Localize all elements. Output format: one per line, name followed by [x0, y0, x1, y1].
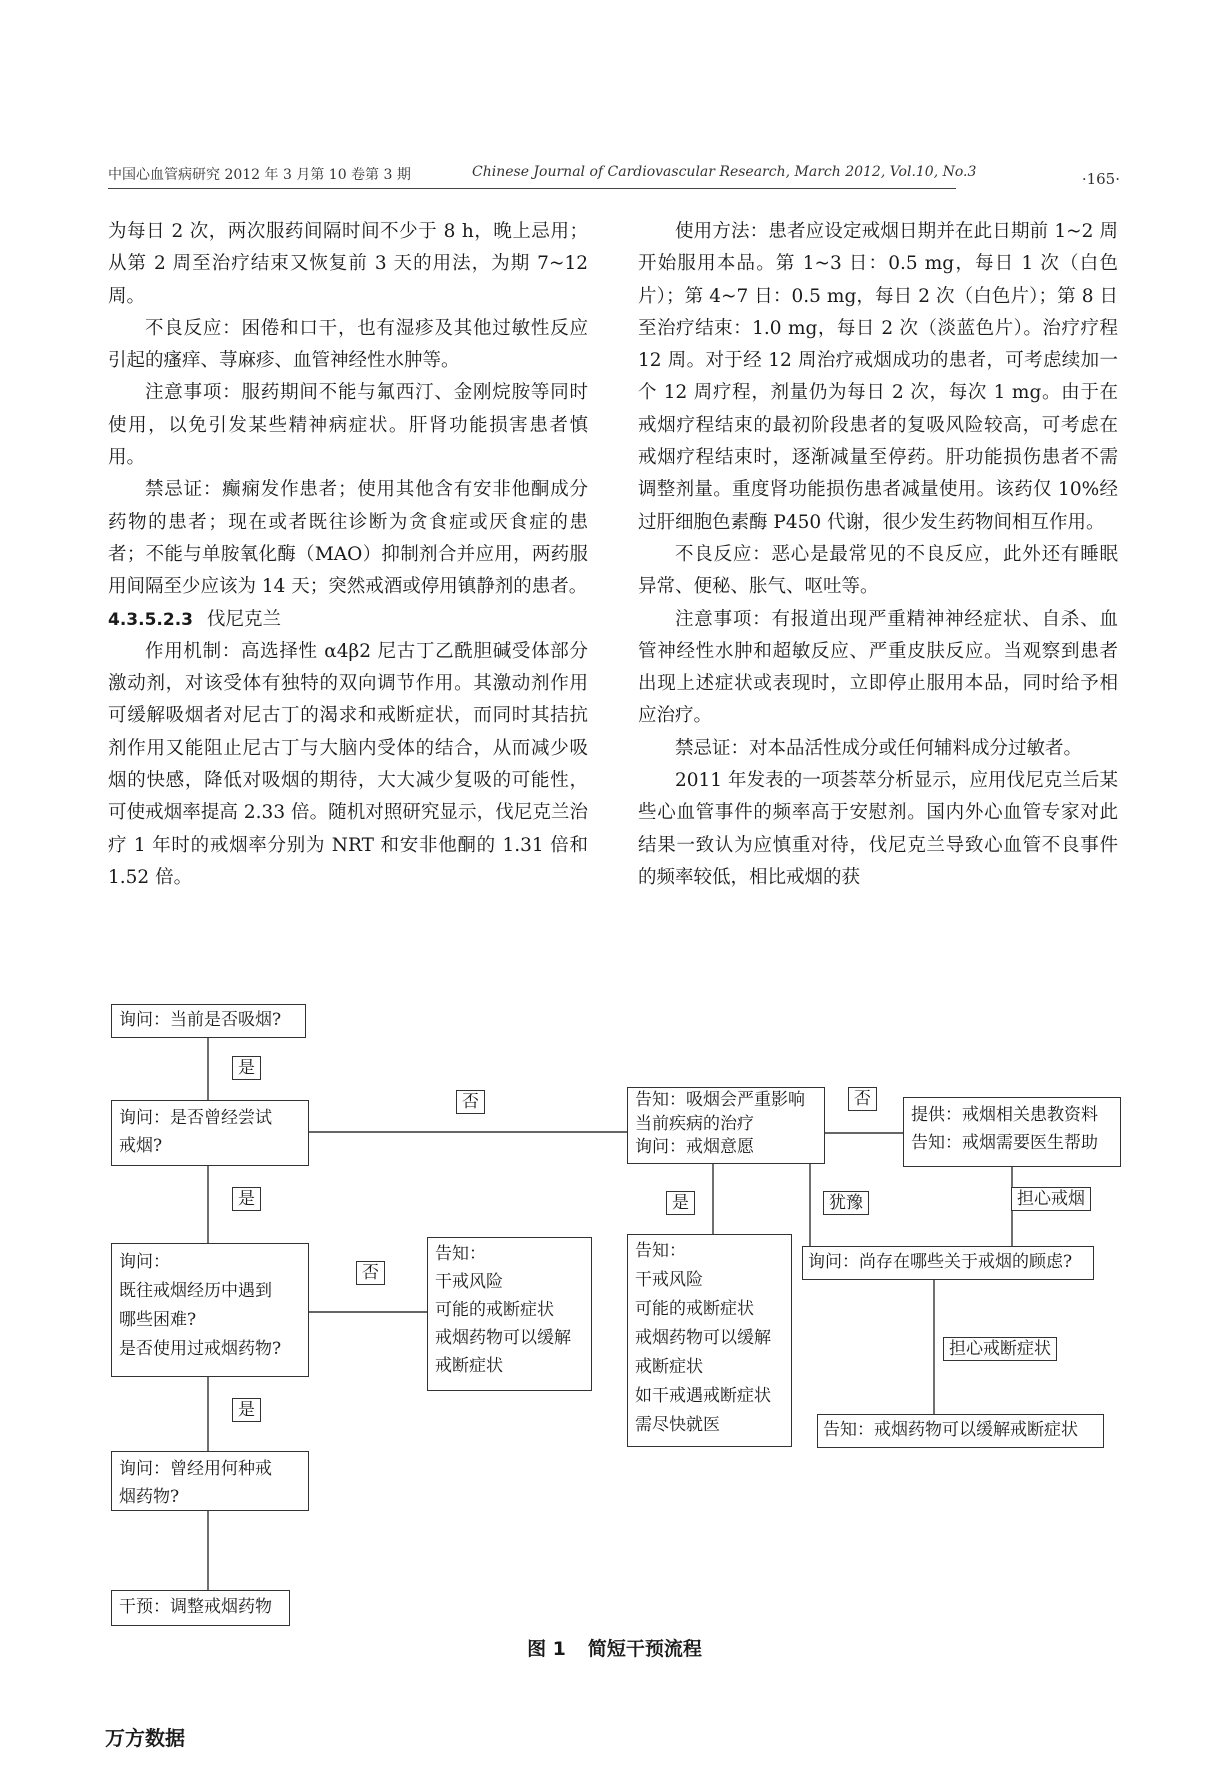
body-paragraph: 不良反应：恶心是最常见的不良反应，此外还有睡眠异常、便秘、胀气、呕吐等。	[638, 543, 1118, 598]
right-text-column	[638, 216, 1118, 894]
label-no-top: 否	[456, 1090, 485, 1114]
label-yes-3: 是	[232, 1398, 261, 1422]
flow-box-inform-drugs-relieve: 告知：戒烟药物可以缓解戒断症状	[817, 1414, 1104, 1448]
section-number: 4.3.5.2.3	[108, 609, 193, 630]
body-paragraph: 2011 年发表的一项荟萃分析显示，应用伐尼克兰后某些心血管事件的频率高于安慰剂。国内外心血管专家对此结果一致认为应慎重对待，伐尼克兰导致心血管不良事件的频率较低，相比戒烟的获	[638, 770, 1118, 888]
running-header	[108, 162, 1120, 186]
label-hesitate: 犹豫	[823, 1191, 869, 1215]
figure-title: 简短干预流程	[587, 1638, 702, 1660]
body-paragraph: 注意事项：服药期间不能与氟西汀、金刚烷胺等同时使用，以免引发某些精神病症状。肝肾功能损害患者慎用。	[108, 382, 588, 469]
section-heading	[108, 604, 588, 636]
label-yes-right: 是	[666, 1191, 695, 1215]
label-worry-withdrawal: 担心戒断症状	[943, 1337, 1057, 1361]
footer-watermark: 万方数据	[105, 1726, 185, 1750]
header-rule	[108, 188, 956, 189]
label-worry-quit: 担心戒烟	[1011, 1187, 1091, 1211]
left-text-column	[108, 216, 588, 894]
label-no-mid: 否	[356, 1261, 385, 1285]
body-paragraph: 作用机制：高选择性 α4β2 尼古丁乙酰胆碱受体部分激动剂，对该受体有独特的双向调节作用。其激动剂作用可缓解吸烟者对尼古丁的渴求和戒断症状，而同时其拮抗剂作用又能阻止尼古丁与大脑内受体的结合，从而减少吸烟的快感，降低对吸烟的期待，大大减少复吸的可能性，可使戒烟率提高 2.33 倍。随机对照研究显示，伐尼克兰治疗 1 年时的戒烟率分别为 NRT 和安非他酮的 1.31 倍和 1.52 倍。	[108, 640, 588, 888]
body-paragraph: 注意事项：有报道出现严重精神神经症状、自杀、血管神经性水肿和超敏反应、严重皮肤反应。当观察到患者出现上述症状或表现时，立即停止服用本品，同时给予相应治疗。	[638, 608, 1118, 727]
flow-box-ask-which-drug: 询问：曾经用何种戒 烟药物?	[111, 1451, 309, 1511]
figure-number: 图 1	[527, 1638, 566, 1660]
label-yes-1: 是	[232, 1056, 261, 1080]
figure-caption	[0, 1634, 1229, 1661]
body-paragraph: 使用方法：患者应设定戒烟日期并在此日期前 1~2 周开始服用本品。第 1~3 日：0.5 mg，每日 1 次（白色片）；第 4~7 日：0.5 mg，每日 2 次（白色片）；第 8 日至治疗结束：1.0 mg，每日 2 次（淡蓝色片）。治疗疗程 12 周。对于经 12 周治疗戒烟成功的患者，可考虑续加一个 12 周疗程，剂量仍为每日 2 次，每次 1 mg。由于在戒烟疗程结束的最初阶段患者的复吸风险较高，可考虑在戒烟疗程结束时，逐渐减量至停药。肝功能损伤患者不需调整剂量。重度肾功能损伤患者减量使用。该药仅 10%经过肝细胞色素酶 P450 代谢，很少发生药物间相互作用。	[638, 221, 1118, 533]
flow-box-ask-difficulty: 询问： 既往戒烟经历中遇到 哪些困难? 是否使用过戒烟药物?	[111, 1243, 309, 1377]
flow-box-provide-materials: 提供：戒烟相关患教资料 告知：戒烟需要医生帮助	[903, 1097, 1121, 1167]
flow-box-inform-impact: 告知：吸烟会严重影响 当前疾病的治疗 询问：戒烟意愿	[627, 1087, 825, 1164]
flow-box-ask-smoking: 询问：当前是否吸烟?	[111, 1004, 306, 1038]
label-yes-2: 是	[232, 1187, 261, 1211]
journal-title-en: Chinese Journal of Cardiovascular Research, March 2012, Vol.10, No.3	[472, 164, 977, 180]
page-number: ·165·	[1081, 170, 1120, 188]
label-no-right: 否	[848, 1087, 877, 1111]
flow-box-inform-right: 告知： 干戒风险 可能的戒断症状 戒烟药物可以缓解 戒断症状 如干戒遇戒断症状 需尽快就医	[627, 1234, 792, 1447]
body-paragraph: 不良反应：困倦和口干，也有湿疹及其他过敏性反应引起的瘙痒、荨麻疹、血管神经性水肿等。	[108, 317, 588, 372]
body-paragraph: 禁忌证：对本品活性成分或任何辅料成分过敏者。	[675, 737, 1083, 759]
flow-box-inform-mid: 告知： 干戒风险 可能的戒断症状 戒烟药物可以缓解 戒断症状	[427, 1237, 592, 1391]
flow-box-ask-concerns: 询问：尚存在哪些关于戒烟的顾虑?	[802, 1246, 1094, 1280]
journal-title-cn: 中国心血管病研究 2012 年 3 月第 10 卷第 3 期	[108, 167, 411, 183]
flow-box-ask-tried: 询问：是否曾经尝试 戒烟?	[111, 1100, 309, 1166]
section-title: 伐尼克兰	[206, 608, 281, 630]
body-paragraph: 为每日 2 次，两次服药间隔时间不少于 8 h，晚上忌用；从第 2 周至治疗结束又恢复前 3 天的用法，为期 7~12 周。	[108, 221, 588, 307]
flow-box-intervene: 干预：调整戒烟药物	[111, 1590, 290, 1626]
body-paragraph: 禁忌证：癫痫发作患者；使用其他含有安非他酮成分药物的患者；现在或者既往诊断为贪食症或厌食症的患者；不能与单胺氧化酶（MAO）抑制剂合并应用，两药服用间隔至少应该为 14 天；突然戒酒或停用镇静剂的患者。	[108, 479, 588, 598]
